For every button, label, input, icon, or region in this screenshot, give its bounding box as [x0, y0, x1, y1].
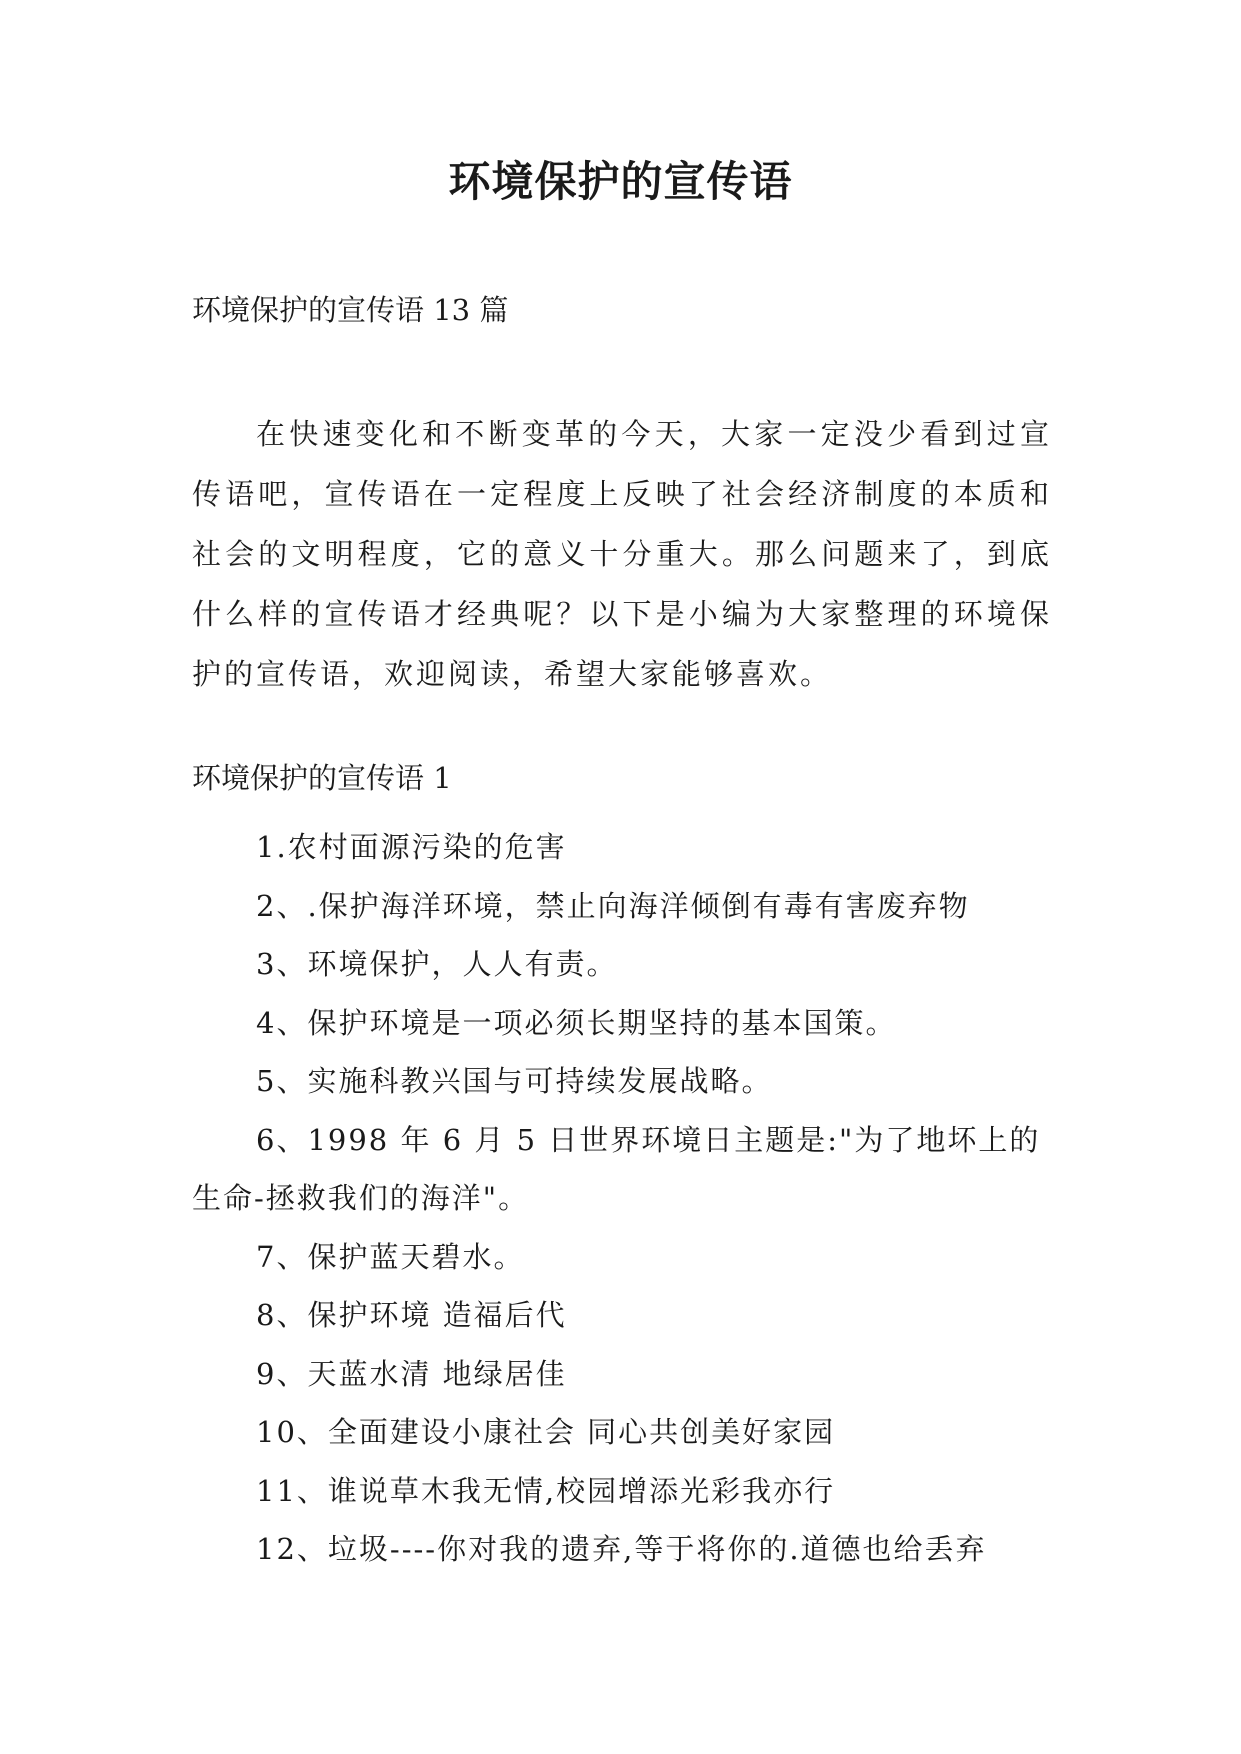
slogan-item: 5、实施科教兴国与可持续发展战略。 — [256, 1064, 773, 1098]
slogan-item: 12、垃圾----你对我的遗弃,等于将你的.道德也给丢弃 — [256, 1532, 987, 1566]
slogan-item: 6、1998 年 6 月 5 日世界环境日主题是:"为了地坏上的生命-拯救我们的海洋"。 — [192, 1122, 1041, 1215]
slogan-item: 2、.保护海洋环境，禁止向海洋倾倒有毒有害废弃物 — [256, 888, 970, 923]
slogan-item: 8、保护环境 造福后代 — [256, 1298, 567, 1332]
slogan-list — [192, 818, 1052, 1579]
slogan-item: 11、谁说草木我无情,校园增添光彩我亦行 — [256, 1473, 836, 1508]
slogan-item: 4、保护环境是一项必须长期坚持的基本国策。 — [256, 1005, 897, 1040]
intro-paragraph: 在快速变化和不断变革的今天，大家一定没少看到过宣传语吧，宣传语在一定程度上反映了社会经济制度的本质和社会的文明程度，它的意义十分重大。那么问题来了，到底什么样的宣传语才经典呢？以下是小编为大家整理的环境保护的宣传语，欢迎阅读，希望大家能够喜欢。 — [192, 417, 1052, 691]
slogan-item: 10、全面建设小康社会 同心共创美好家园 — [256, 1415, 836, 1449]
document-title: 环境保护的宣传语 — [448, 157, 793, 206]
slogan-item: 3、环境保护，人人有责。 — [256, 947, 618, 981]
slogan-item: 9、天蓝水清 地绿居佳 — [256, 1356, 567, 1391]
section-heading: 环境保护的宣传语 1 — [192, 761, 452, 795]
document-subtitle: 环境保护的宣传语 13 篇 — [192, 293, 509, 327]
slogan-item: 1.农村面源污染的危害 — [256, 830, 567, 864]
slogan-item: 7、保护蓝天碧水。 — [256, 1239, 525, 1274]
